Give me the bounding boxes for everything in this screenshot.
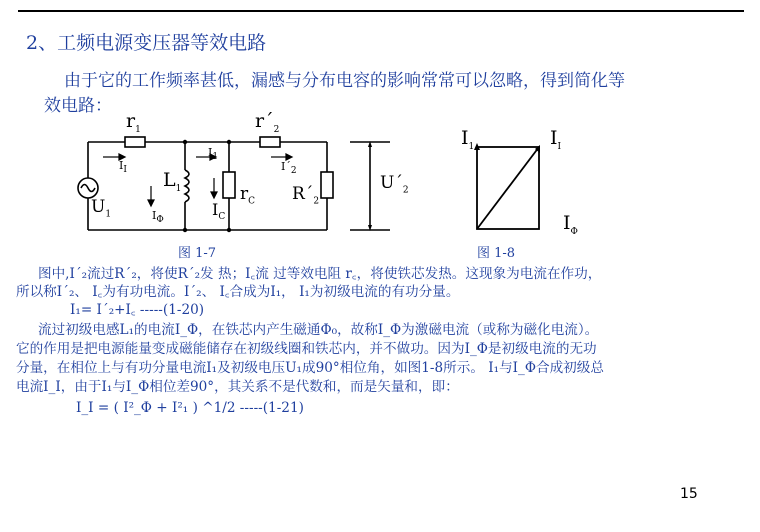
para1-line1: 图中,I´₂流过R´₂，将使R´₂发 热；I꜀流 过等效电阻 r꜀，将使铁芯发热。这现象为电流在作功， [38,266,602,282]
para2-line2: 它的作用是把电源能量变成磁能储存在初级线圈和铁芯内，并不做功。因为I_Φ是初级电流的无功 [16,341,597,357]
para1-line2: 所以称I´₂、 I꜀为有功电流。I´₂、 I꜀合成为I₁， I₁为初级电流的有功分量。 [16,284,460,300]
phasor-diagram [477,147,539,229]
l1-label: $L_1$ [163,169,182,194]
phasor-i1-label: $I_1$ [461,127,475,152]
r2-prime-label: $r´_2$ [255,110,280,135]
inductor-l1 [185,170,189,202]
equation-1-21: I_I = ( I²_Φ + I²₁ ) ^1/2 -----(1-21) [76,400,304,416]
resistor-rc [223,172,235,198]
equation-1-20: I₁= I´₂+I꜀ -----(1-20) [70,302,205,318]
figure-caption-1-7: 图 1-7 [178,246,217,261]
current-i1-main-label: $I_I$ [119,159,127,176]
page-number: 15 [680,486,698,502]
para2-line4: 电流I_I，由于I₁与I_Φ相位差90°，其关系不是代数和，而是矢量和，即： [16,379,459,395]
para2-line3: 分量，在相位上与有功分量电流I₁及初级电压U₁成90°相位角，如图1-8所示。 I₁与I_Φ合成初级总 [16,360,604,376]
r1-label: $r_1$ [126,110,141,135]
i2-prime-label: $I´_2$ [281,160,297,177]
resistor-r1 [125,137,145,147]
intro-line-1: 由于它的工作频率甚低，漏感与分布电容的影响常常可以忽略，得到简化等 [64,71,625,91]
para2-line1: 流过初级电感L₁的电流I_Φ，在铁芯内产生磁通Φ₀，故称I_Φ为激磁电流（或称为磁化电流）。 [38,322,599,338]
figure-caption-1-8: 图 1-8 [477,246,516,261]
branch-i1-label: $I_1$ [208,146,219,163]
section-heading: 2、工频电源变压器等效电路 [26,32,267,54]
resistor-r2-load [321,172,333,198]
intro-line-2: 效电路： [44,96,112,116]
resistor-r2-prime [260,137,280,147]
phasor-iI-label: $I_I$ [550,127,562,152]
rc-label: $r_C$ [240,184,256,207]
u1-label: $U_1$ [91,197,112,220]
u2-prime-label: $U´_2$ [380,173,409,196]
phasor-iphi-label: $I_\Phi$ [563,212,578,237]
r2-load-label: $R´_2$ [292,184,320,207]
ic-label: $I_C$ [212,200,226,223]
current-iphi-label: $I_\Phi$ [152,209,164,226]
